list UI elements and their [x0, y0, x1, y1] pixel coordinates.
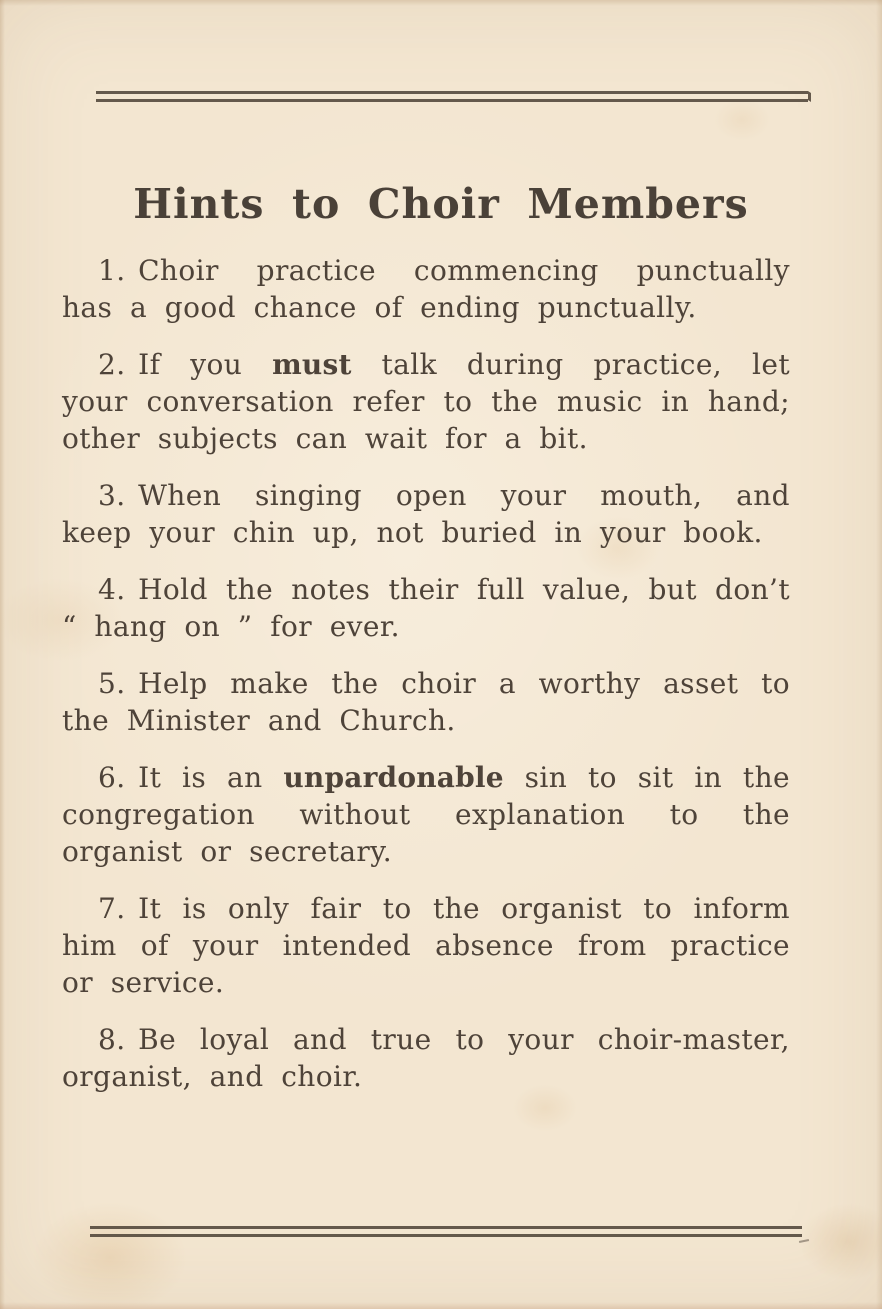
page-title: Hints to Choir Members — [133, 180, 749, 228]
hint-item — [62, 252, 790, 326]
hint-number: 3. — [98, 479, 126, 512]
hint-item — [62, 1021, 790, 1095]
hint-text: If you — [138, 348, 273, 381]
hint-text: Choir practice commencing punctually has a good chance of ending punctually. — [62, 254, 790, 324]
hint-item — [62, 890, 790, 1001]
top-double-rule — [96, 91, 808, 102]
hint-text: When singing open your mouth, and keep your chin up, not buried in your book. — [62, 479, 790, 549]
hint-item — [62, 759, 790, 870]
hint-number: 6. — [98, 761, 126, 794]
hint-text: It is only fair to the organist to inform him of your intended absence from practice or service. — [62, 892, 790, 999]
hint-text: sin to sit in the congregation without explanation to the organist or secretary. — [62, 761, 790, 868]
hint-item — [62, 477, 790, 551]
hint-emphasis: unpardonable — [283, 761, 504, 794]
hint-number: 7. — [98, 892, 126, 925]
hint-item — [62, 571, 790, 645]
hint-item — [62, 346, 790, 457]
hint-number: 4. — [98, 573, 126, 606]
hint-text: Help make the choir a worthy asset to the Minister and Church. — [62, 667, 790, 737]
hint-text: It is an — [138, 761, 284, 794]
hint-text: Be loyal and true to your choir-master, organist, and choir. — [62, 1023, 790, 1093]
bottom-double-rule — [90, 1226, 802, 1237]
hint-text: Hold the notes their full value, but don’t “ hang on ” for ever. — [62, 573, 790, 643]
hint-number: 5. — [98, 667, 126, 700]
hint-text: talk during practice, let your conversation refer to the music in hand; other subjects can wait for a bit. — [62, 348, 790, 455]
hint-number: 1. — [98, 254, 126, 287]
hint-number: 2. — [98, 348, 126, 381]
hint-item — [62, 665, 790, 739]
hint-number: 8. — [98, 1023, 126, 1056]
hint-emphasis: must — [272, 348, 352, 381]
hints-list — [62, 252, 790, 1115]
